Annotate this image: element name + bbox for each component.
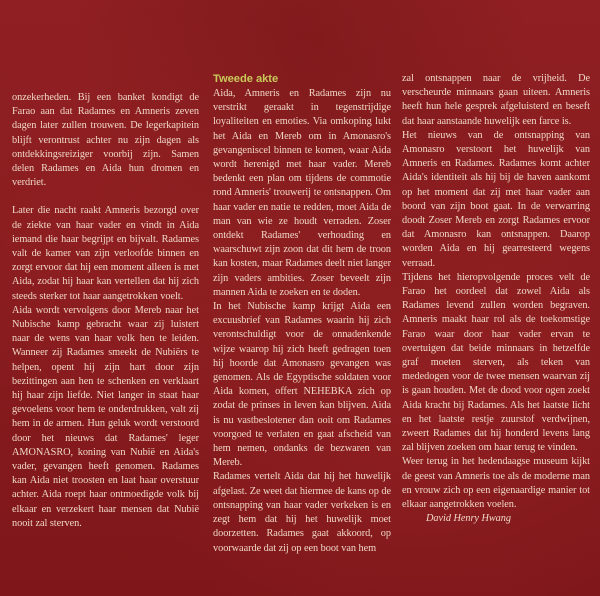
paragraph-nubian-camp: Aida wordt vervolgens door Mereb naar het Nubische kamp gebracht waar zij luistert naar de wens van haar volk hen te leiden. Wanneer zij Radames smeekt de Nubiërs te helpen, opent hij zijn hart door zijn bezittingen aan hen te schenken en verklaart hij haar zijn liefde. Niet langer in staat haar gevoelens voor hem te onderdrukken, valt zij hem in de armen. Hun geluk wordt verstoord door het nieuws dat Radames' leger AMONASRO, koning van Nubië en Aida's vader, gevangen heeft genomen. Radames kan Aida niet troosten en laat haar overstuur achter. Aida roept haar ontmoedigde volk bij elkaar en verzekert haar mensen dat Nubië nooit zal sterven. [12,304,199,529]
paragraph-wedding-cancel: Radames vertelt Aida dat hij het huwelijk afgelast. Ze weet dat hiermee de kans op de ontsnapping van haar vader verkeken is en zegt hem dat hij het huwelijk moet doorzetten. Radames gaat akkoord, op voorwaarde dat zij op een boot van hem [213,471,391,554]
paragraph-letter: In het Nubische kamp krijgt Aida een excuusbrief van Radames waarin hij zich verontschuldigt voor de onnadenkende wijze waarop hij zich heeft gedragen toen hij hoorde dat Amonasro gevangen was genomen. Als de Egyptische soldaten voor Aida komen, offert NEHEBKA zich op zodat de prinses in leven kan blijven. Aida is nu vastbeslotener dan ooit om Radames voorgoed te verlaten en gaat afscheid van hem nemen, ondanks de bezwaren van Mereb. [213,301,391,469]
paragraph-trial: Tijdens het hieropvolgende proces velt de Farao het oordeel dat zowel Aida als Radames levend zullen worden begraven. Amneris maakt haar rol als de toekomstige Farao waar door haar vader ervan te overtuigen dat beide minnaars in hetzelfde graf moeten sterven, als teken van mededogen voor de twee mensen waarvan zij is gaan houden. Met de dood voor ogen zoekt Aida kracht bij Radames. Als het laatste licht en het laatste restje zuurstof verdwijnen, zweert Radames dat hij honderd levens lang zal blijven zoeken om haar terug te vinden. [402,271,590,454]
text-column-left [12,91,199,531]
paragraph-night: Later die nacht raakt Amneris bezorgd over de ziekte van haar vader en vindt in Aida iemand die haar begrijpt en bijvalt. Radames valt de kamer van zijn verloofde binnen en zorgt ervoor dat hij een moment alleen is met Aida, zodat hij haar kan vertellen dat hij zich steeds sterker tot haar aangetrokken voelt. [12,205,199,302]
section-heading: Tweede akte [213,73,279,85]
text-column-middle [213,72,391,556]
paragraph-museum: Weer terug in het hedendaagse museum kijkt de geest van Amneris toe als de moderne man en vrouw zich op een eigenaardige manier tot elkaar aangetrokken voelen. [402,456,590,511]
paragraph-banquet: onzekerheden. Bij een banket kondigt de Farao aan dat Radames en Amneris zeven dagen later zullen trouwen. De legerkapitein blijft verontrust achter nu zijn dagen als ontdekkingsreiziger voorbij zijn. Samen delen Radames en Aida hun dromen en verdriet. [12,92,199,189]
text-column-right [402,72,590,527]
paragraph-escape: zal ontsnappen naar de vrijheid. De verscheurde minnaars gaan uiteen. Amneris heeft hun hele gesprek afgeluisterd en beseft dat haar aanstaande huwelijk een farce is. [402,73,590,127]
paragraph-arrest: Het nieuws van de ontsnapping van Amonasro verstoort het huwelijk van Amneris en Radames. Radames komt achter Aida's identiteit als hij bij de haven aankomt op het moment dat zij met haar vader aan boord van zijn boot gaat. In de verwarring doodt Zoser Mereb en zorgt Radames ervoor dat Amonasro kan ontsnappen. Daarop worden Aida en hij gearresteerd wegens verraad. [402,129,590,269]
author-signature: David Henry Hwang [426,513,511,525]
paragraph-gap [12,190,199,204]
paragraph-loyalties: Aida, Amneris en Radames zijn nu verstrikt geraakt in tegenstrijdige loyaliteiten en emoties. Via omkoping lukt het Aida en Mereb om in Amonasro's gevangeniscel binnen te komen, waar Aida wordt herenigd met haar vader. Mereb bedenkt een plan om tijdens de commotie rond Amneris' trouwerij te ontsnappen. Om haar vader en natie te redden, moet Aida de man van wie ze houdt verraden. Zoser ontdekt Radames' verhouding en waarschuwt zijn zoon dat dit hem de troon kan kosten, maar Radames deelt niet langer zijn vaders ambities. Zoser beveelt zijn mannen Aida te zoeken en te doden. [213,88,391,298]
